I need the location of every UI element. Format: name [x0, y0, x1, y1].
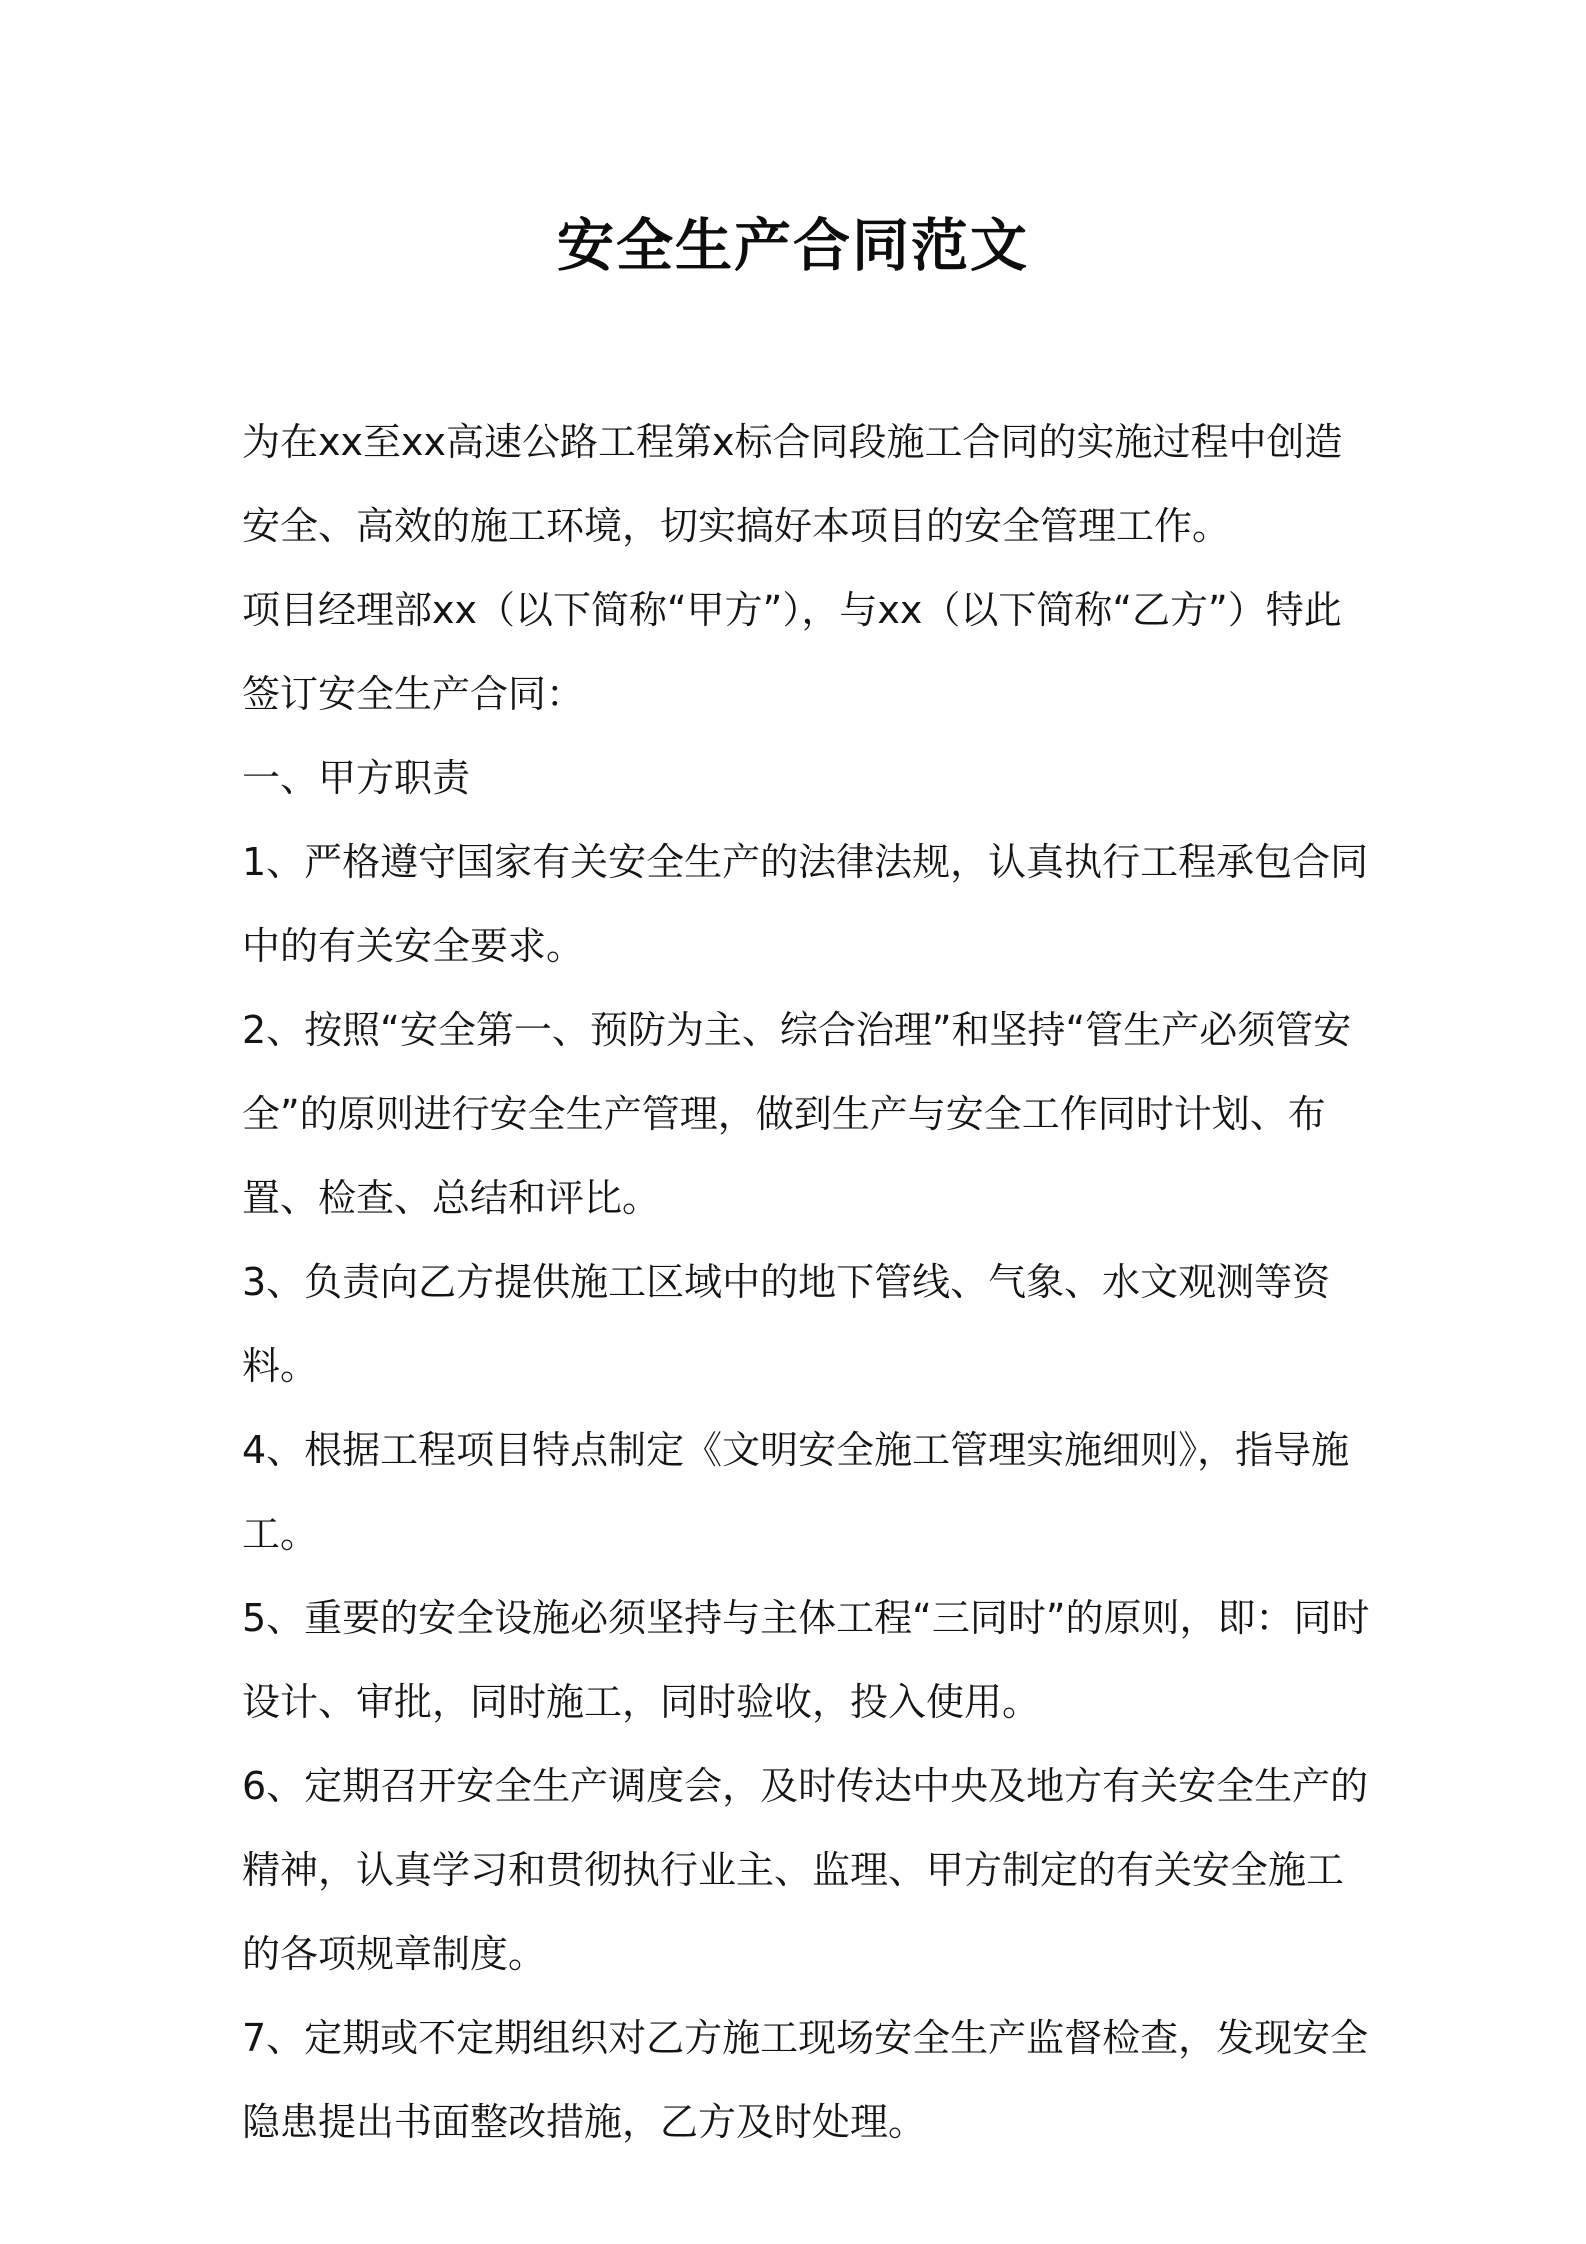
parties-paragraph: 项目经理部xx（以下简称“甲方”），与xx（以下简称“乙方”）特此签订安全生产合同：	[242, 588, 1342, 716]
intro-paragraph: 为在xx至xx高速公路工程第x标合同段施工合同的实施过程中创造安全、高效的施工环境，切实搞好本项目的安全管理工作。	[242, 420, 1343, 548]
clause-item: 4、根据工程项目特点制定《文明安全施工管理实施细则》，指导施工。	[242, 1428, 1350, 1556]
section-heading: 一、甲方职责	[242, 756, 471, 800]
clause-item: 5、重要的安全设施必须坚持与主体工程“三同时”的原则，即：同时设计、审批，同时施工，同时验收，投入使用。	[242, 1596, 1370, 1724]
clause-item: 3、负责向乙方提供施工区域中的地下管线、气象、水文观测等资料。	[242, 1260, 1331, 1388]
clause-item: 1、严格遵守国家有关安全生产的法律法规，认真执行工程承包合同中的有关安全要求。	[242, 840, 1369, 968]
clause-item: 2、按照“安全第一、预防为主、综合治理”和坚持“管生产必须管安全”的原则进行安全生产管理，做到生产与安全工作同时计划、布置、检查、总结和评比。	[242, 1008, 1352, 1220]
clause-item: 7、定期或不定期组织对乙方施工现场安全生产监督检查，发现安全隐患提出书面整改措施，乙方及时处理。	[242, 2016, 1369, 2144]
document-title: 安全生产合同范文	[557, 213, 1029, 279]
clause-item: 6、定期召开安全生产调度会，及时传达中央及地方有关安全生产的精神，认真学习和贯彻执行业主、监理、甲方制定的有关安全施工的各项规章制度。	[242, 1764, 1369, 1976]
document-body	[242, 400, 1372, 2164]
